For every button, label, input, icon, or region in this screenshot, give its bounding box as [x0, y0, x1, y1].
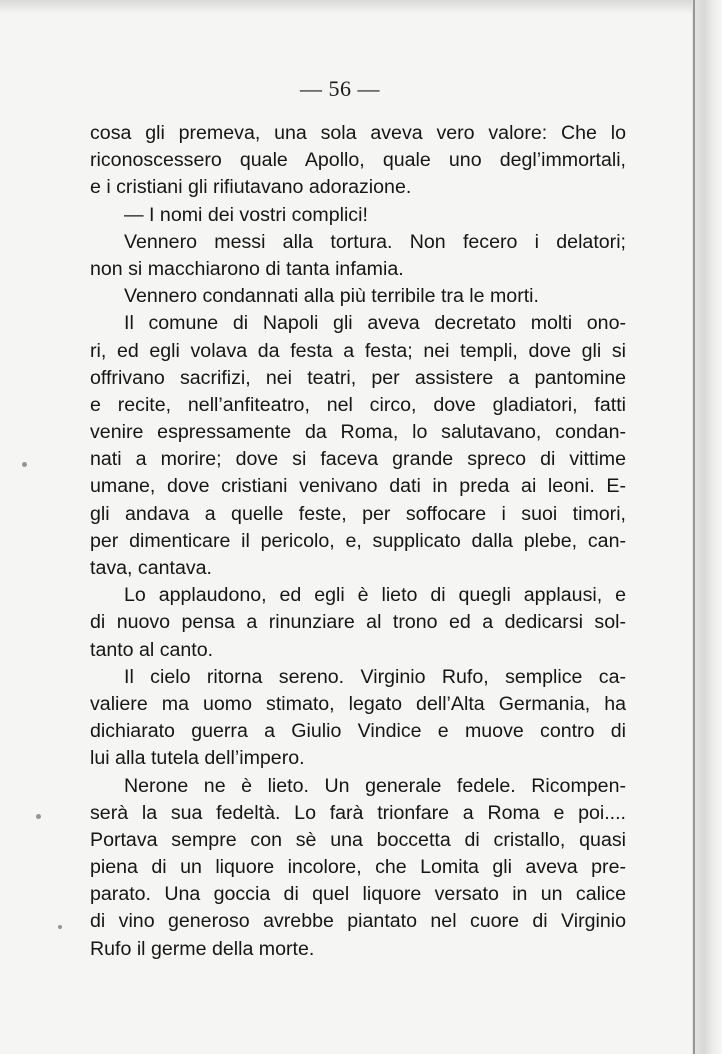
page-edge-shadow: [692, 0, 722, 1054]
text-line: umane, dove cristiani venivano dati in preda ai leoni. E-: [90, 475, 626, 498]
text-line: gli andava a quelle feste, per soffocare i suoi timori,: [90, 502, 626, 525]
text-line: Lo applaudono, ed egli è lieto di quegli applausi, e: [124, 584, 626, 607]
text-line: e recite, nell’anfiteatro, nel circo, dove gladiatori, fatti: [90, 393, 626, 416]
paper-speck: [22, 462, 27, 467]
text-line: parato. Una goccia di quel liquore versato in un calice: [90, 883, 626, 906]
page-number: — 56 —: [300, 76, 380, 101]
text-line: e i cristiani gli rifiutavano adorazione.: [90, 176, 412, 199]
text-line: tanto al canto.: [90, 638, 214, 661]
text-line: riconoscessero quale Apollo, quale uno degl’immortali,: [90, 149, 626, 172]
text-line: Nerone ne è lieto. Un generale fedele. Ricompen-: [124, 774, 626, 797]
body-text: [90, 120, 626, 963]
text-line: ri, ed egli volava da festa a festa; nei templi, dove gli si: [90, 339, 626, 362]
text-line: serà la sua fedeltà. Lo farà trionfare a Roma e poi....: [90, 801, 626, 824]
page-top-shadow: [0, 0, 722, 14]
text-line: Vennero messi alla tortura. Non fecero i delatori;: [124, 230, 626, 253]
text-line: Portava sempre con sè una boccetta di cristallo, quasi: [90, 828, 626, 851]
text-line: valiere ma uomo stimato, legato dell’Alta Germania, ha: [90, 692, 626, 715]
text-line: Il comune di Napoli gli aveva decretato molti ono-: [124, 312, 626, 335]
text-line: Rufo il germe della morte.: [90, 937, 315, 960]
text-line: tava, cantava.: [90, 557, 212, 579]
paper-speck: [36, 814, 41, 819]
paper-speck: [58, 925, 62, 929]
text-line: venire espressamente da Roma, lo salutavano, condan-: [90, 421, 626, 444]
page-gutter-line: [693, 0, 695, 1054]
text-line: di nuovo pensa a rinunziare al trono ed a dedicarsi sol-: [90, 611, 626, 634]
text-line: Il cielo ritorna sereno. Virginio Rufo, semplice ca-: [124, 665, 626, 688]
text-line: per dimenticare il pericolo, e, supplicato dalla plebe, can-: [90, 529, 626, 552]
text-line: cosa gli premeva, una sola aveva vero valore: Che lo: [90, 122, 626, 144]
text-line: nati a morire; dove si faceva grande spreco di vittime: [90, 448, 626, 471]
text-line: offrivano sacrifizi, nei teatri, per assistere a pantomine: [90, 366, 626, 389]
text-line: piena di un liquore incolore, che Lomita gli aveva pre-: [90, 856, 626, 879]
text-line: — I nomi dei vostri complici!: [124, 203, 368, 226]
text-line: dichiarato guerra a Giulio Vindice e muove contro di: [90, 720, 626, 743]
text-line: lui alla tutela dell’impero.: [90, 747, 305, 770]
text-line: Vennero condannati alla più terribile tra le morti.: [124, 285, 539, 308]
text-line: di vino generoso avrebbe piantato nel cuore di Virginio: [90, 910, 626, 933]
text-line: non si macchiarono di tanta infamia.: [90, 257, 404, 280]
